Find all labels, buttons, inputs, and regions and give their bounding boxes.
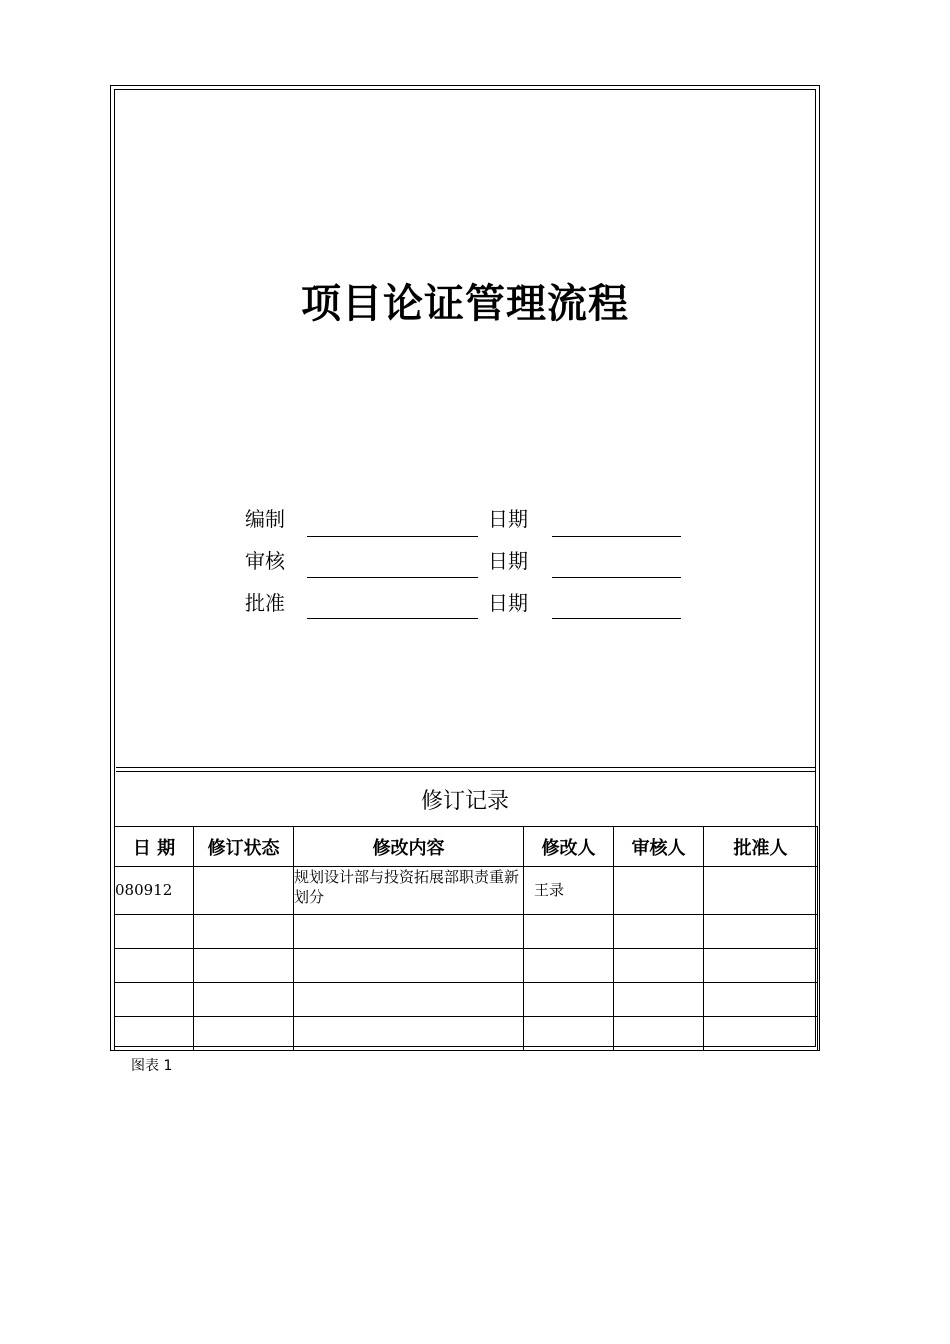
figure-caption: 图表 1 <box>131 1058 173 1074</box>
table-row <box>115 867 818 915</box>
revision-table <box>114 826 818 1051</box>
cell-reviewer <box>614 983 704 1017</box>
revision-record-title: 修订记录 <box>420 789 509 814</box>
section-divider <box>116 767 815 768</box>
cell-reviewer <box>614 915 704 949</box>
cell-date: 080912 <box>115 867 194 915</box>
cell-modifier <box>524 1017 614 1051</box>
header-approver: 批准人 <box>704 827 818 867</box>
cell-modifier <box>524 915 614 949</box>
signoff-label-compile: 编制 <box>245 507 285 531</box>
cell-revision-status <box>194 915 294 949</box>
table-row <box>115 1017 818 1051</box>
signoff-date-line-review <box>552 577 681 578</box>
signoff-date-label-approve: 日期 <box>488 591 528 615</box>
cell-date <box>115 1017 194 1051</box>
cell-approver <box>704 867 818 915</box>
header-modifier: 修改人 <box>524 827 614 867</box>
signoff-date-line-compile <box>552 536 681 537</box>
header-change-content: 修改内容 <box>294 827 524 867</box>
cell-revision-status <box>194 949 294 983</box>
signoff-label-approve: 批准 <box>245 591 285 615</box>
cell-date <box>115 983 194 1017</box>
table-header-row <box>115 827 818 867</box>
cell-reviewer <box>614 867 704 915</box>
cell-date <box>115 915 194 949</box>
cell-change-content <box>294 949 524 983</box>
header-reviewer: 审核人 <box>614 827 704 867</box>
table-row <box>115 915 818 949</box>
cell-revision-status <box>194 867 294 915</box>
cell-approver <box>704 949 818 983</box>
cell-revision-status <box>194 983 294 1017</box>
section-divider-secondary <box>116 771 815 772</box>
header-revision-status: 修订状态 <box>194 827 294 867</box>
cell-approver <box>704 915 818 949</box>
document-title: 项目论证管理流程 <box>301 280 629 327</box>
cell-date <box>115 949 194 983</box>
signoff-line-approve <box>307 618 478 619</box>
signoff-date-line-approve <box>552 618 681 619</box>
cell-reviewer <box>614 949 704 983</box>
cell-approver <box>704 1017 818 1051</box>
table-row <box>115 949 818 983</box>
signoff-label-review: 审核 <box>245 549 285 573</box>
signoff-line-compile <box>307 536 478 537</box>
header-date: 日 期 <box>115 827 194 867</box>
signoff-date-label-review: 日期 <box>488 549 528 573</box>
cell-approver <box>704 983 818 1017</box>
cell-revision-status <box>194 1017 294 1051</box>
cell-modifier <box>524 983 614 1017</box>
cell-modifier: 王录 <box>524 867 614 915</box>
cell-change-content <box>294 1017 524 1051</box>
cell-modifier <box>524 949 614 983</box>
cell-change-content <box>294 915 524 949</box>
cell-change-content <box>294 983 524 1017</box>
signoff-date-label-compile: 日期 <box>488 507 528 531</box>
signoff-line-review <box>307 577 478 578</box>
cell-reviewer <box>614 1017 704 1051</box>
cell-change-content: 规划设计部与投资拓展部职责重新划分 <box>294 867 524 915</box>
table-row <box>115 983 818 1017</box>
